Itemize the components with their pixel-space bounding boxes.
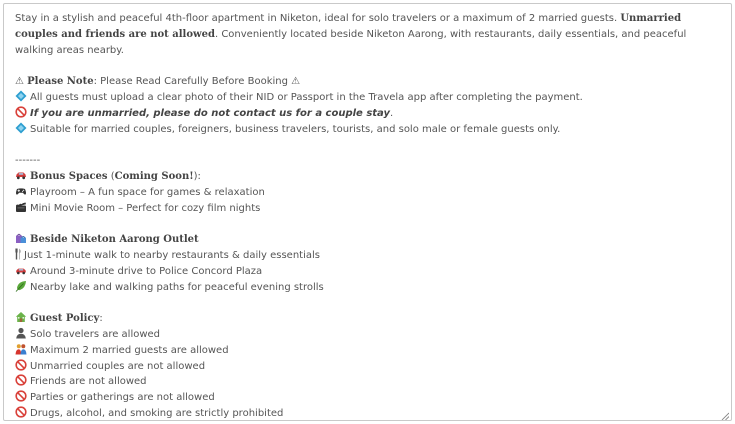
blank-line	[15, 58, 721, 74]
warning-icon: ⚠	[291, 76, 301, 88]
beside-title-line: Beside Niketon Aarong Outlet	[15, 232, 721, 248]
policy-title-line: Guest Policy:	[15, 311, 721, 327]
policy-item: Drugs, alcohol, and smoking are strictly prohibited	[15, 406, 721, 421]
policy-item: Maximum 2 married guests are allowed	[15, 343, 721, 359]
policy-item: Friends are not allowed	[15, 374, 721, 390]
house-icon	[15, 311, 27, 323]
description-textarea[interactable]	[3, 3, 732, 421]
policy-item: Unmarried couples are not allowed	[15, 359, 721, 375]
prohibited-icon	[15, 374, 27, 386]
resize-handle[interactable]	[721, 410, 729, 418]
prohibited-icon	[15, 406, 27, 418]
diamond-icon	[15, 90, 27, 102]
warning-icon: ⚠	[15, 76, 24, 88]
bonus-title-line: Bonus Spaces (Coming Soon!):	[15, 169, 721, 185]
beside-item: Around 3-minute drive to Police Concord Plaza	[15, 264, 721, 280]
prohibited-icon	[15, 359, 27, 371]
cutlery-icon	[15, 248, 22, 260]
intro-bold-warning: Unmarried couples and friends are not allowed	[15, 13, 682, 40]
diamond-icon	[15, 122, 27, 134]
prohibited-icon	[15, 390, 27, 402]
prohibited-icon	[15, 106, 27, 118]
leaf-icon	[15, 280, 27, 292]
note-line: ⚠ Please Note: Please Read Carefully Before Booking ⚠	[15, 76, 301, 88]
blank-line	[15, 137, 721, 153]
note-label: Please Note	[27, 76, 94, 88]
shopping-bags-icon	[15, 232, 27, 244]
film-icon	[15, 201, 27, 213]
couple-icon	[15, 343, 27, 355]
blank-line	[15, 295, 721, 311]
person-icon	[15, 327, 27, 339]
rule-unmarried: If you are unmarried, please do not contact us for a couple stay.	[15, 106, 721, 122]
policy-item: Parties or gatherings are not allowed	[15, 390, 721, 406]
bonus-item: Mini Movie Room – Perfect for cozy film nights	[15, 201, 721, 217]
rule-upload-id: All guests must upload a clear photo of their NID or Passport in the Travela app after completing the payment.	[15, 90, 721, 106]
rule-suitable: Suitable for married couples, foreigners, business travelers, tourists, and solo male or female guests only.	[15, 122, 721, 138]
gamepad-icon	[15, 185, 27, 197]
divider-text: -------	[15, 155, 41, 167]
blank-line	[15, 216, 721, 232]
car-icon	[15, 264, 27, 276]
beside-item: Just 1-minute walk to nearby restaurants & daily essentials	[15, 248, 721, 264]
car-icon	[15, 169, 27, 181]
beside-item: Nearby lake and walking paths for peaceful evening strolls	[15, 280, 721, 296]
bonus-item: Playroom – A fun space for games & relaxation	[15, 185, 721, 201]
policy-item: Solo travelers are allowed	[15, 327, 721, 343]
intro-paragraph: Stay in a stylish and peaceful 4th-floor apartment in Niketon, ideal for solo travelers or a maximum of 2 married guests. Unmarried couples and friends are not allowed. Conveniently located beside Niketon Aarong, with restaurants, daily essentials, and peaceful walking areas nearby.	[15, 13, 687, 56]
